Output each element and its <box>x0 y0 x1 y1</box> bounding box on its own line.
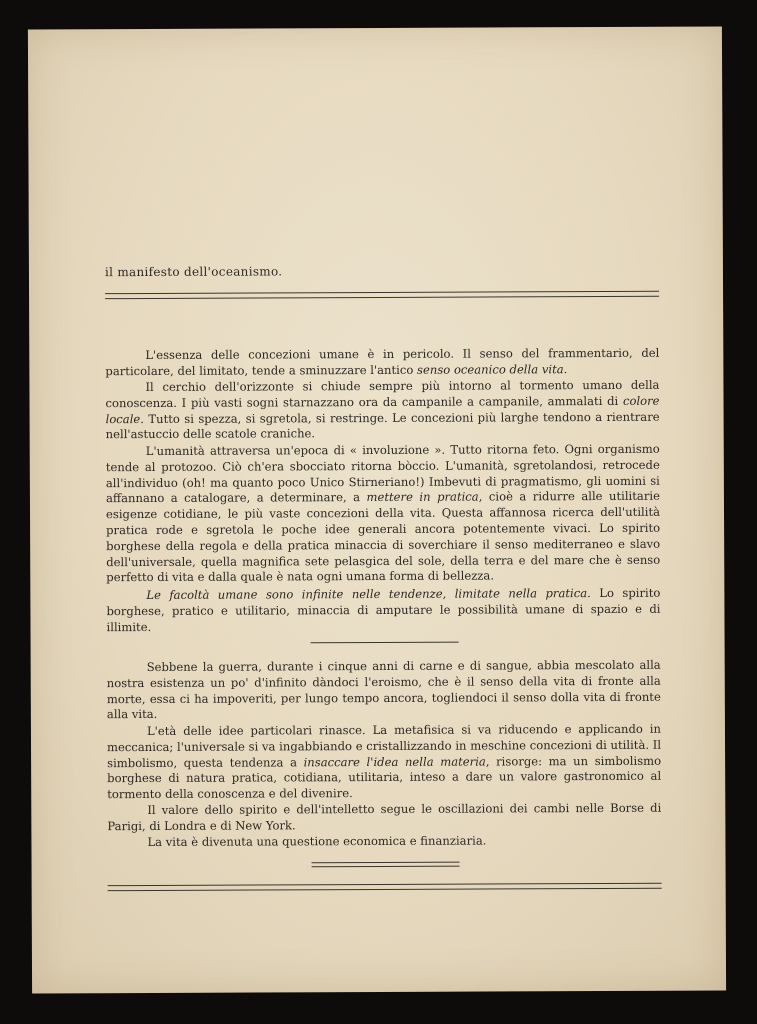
text-run: La vita è divenuta una questione economica e finanziaria. <box>147 833 487 850</box>
footer-rule <box>108 883 662 891</box>
italic-run: insaccare l'idea nella materia <box>303 754 486 769</box>
running-head: il manifesto dell'oceanismo. <box>104 264 283 280</box>
text-run: Lo spirito borghese, pratico e utilitario, minaccia di amputare le possibilità umane di spazio e di illimite. <box>106 585 661 634</box>
paragraph <box>106 586 660 636</box>
section-divider <box>311 642 459 644</box>
paragraph <box>107 722 661 803</box>
text-run: , cioè a ridurre alle utilitarie esigenze cotidiane, le più vaste concezioni della vita. Questa affannosa ricerca dell'utilità pratica rode e sgretola le poche idee generali ancora potentemente vivaci. Lo spirito borghese della regola e della pratica minaccia di soverchiare il senso mediterraneo e slavo dell'universale, quella magnifica sete pelasgica del sole, della terra e del mare che è senso perfetto di vita e dalla quale è nata ogni umana forma di bellezza. <box>105 489 661 585</box>
text-run: . <box>563 361 568 376</box>
italic-run: senso oceanico della vita <box>416 361 564 377</box>
paragraph <box>107 658 661 724</box>
header-rule <box>105 291 659 299</box>
text-run: L'essenza delle concezioni umane è in pericolo. Il senso del frammentario, del particolare, del limitato, tende a sminuzzare l'antico <box>105 345 660 378</box>
paragraph <box>105 346 659 380</box>
closing-divider <box>312 862 460 868</box>
paragraph <box>105 378 659 444</box>
paragraph <box>106 442 661 587</box>
document-page <box>28 26 726 993</box>
italic-run: Le facoltà umane sono infinite nelle tendenze, limitate nella pratica. <box>146 586 591 603</box>
text-run: Sebbene la guerra, durante i cinque anni di carne e di sangue, abbia mescolato alla nostra esistenza un po' d'infinito dàndoci l'eroismo, che è il senso della vita di fronte alla morte, essa ci ha impoveriti, per lungo tempo ancora, togliendoci il senso dolla vita di fronte alla vita. <box>106 657 661 722</box>
text-run: Il valore dello spirito e dell'intelletto segue le oscillazioni dei cambi nelle Borse di Parigi, di Londra e di New York. <box>107 800 662 833</box>
italic-run: colore locale <box>105 393 660 426</box>
italic-run: mettere in pratica <box>366 489 479 505</box>
text-run: L'umanità attraversa un'epoca di « involuzione ». Tutto ritorna feto. Ogni organismo tende al protozoo. Ciò ch'era sbocciato ritorna bòccio. L'umanità, sgretolandosi, retrocede all'individuo (oh! ma quanto poco Unico Stirneriano!) Imbevuti di pragmatismo, gli uomini si affannano a catalogare, a determinare, a <box>105 441 660 506</box>
text-run: Il cerchio dell'orizzonte si chiude sempre più intorno al tormento umano della conoscenza. I più vasti sogni starnazzano ora da campanile a campanile, ammalati di <box>105 377 660 410</box>
text-run: L'età delle idee particolari rinasce. La metafisica si va riducendo e applicando in meccanica; l'universale si va ingabbiando e cristallizzando in meschine concezioni di utilità. Il simbolismo, questa tendenza a <box>107 721 662 770</box>
paragraph <box>107 801 661 835</box>
text-run: , risorge: ma un simbolismo borghese di natura pratica, cotidiana, utilitaria, inteso a dare un valore gastronomico al tormento della conoscenza e del divenire. <box>107 753 662 802</box>
paragraph <box>107 833 661 851</box>
text-run: . Tutto si spezza, si sgretola, si restringe. Le concezioni più larghe tendono a rientrare nell'astuccio delle scatole craniche. <box>105 409 660 442</box>
